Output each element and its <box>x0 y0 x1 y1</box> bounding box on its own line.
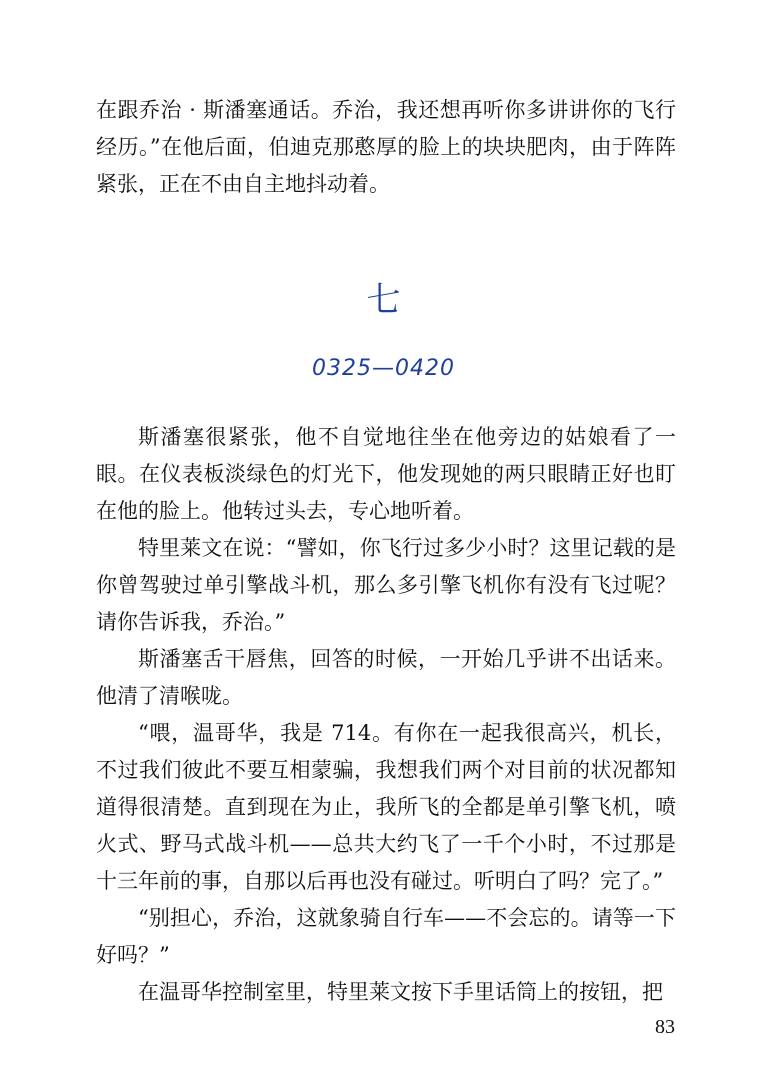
paragraph: 特里莱文在说：“譬如，你飞行过多少小时？这里记载的是你曾驾驶过单引擎战斗机，那么多引擎飞机你有没有飞过呢？请你告诉我，乔治。” <box>96 536 676 634</box>
top-paragraph: 在跟乔治 · 斯潘塞通话。乔治，我还想再听你多讲讲你的飞行经历。”在他后面，伯迪克那憨厚的脸上的块块肥肉，由于阵阵紧张，正在不由自主地抖动着。 <box>96 98 676 196</box>
paragraph: 斯潘塞很紧张，他不自觉地往坐在他旁边的姑娘看了一眼。在仪表板淡绿色的灯光下，他发现她的两只眼睛正好也盯在他的脸上。他转过头去，专心地听着。 <box>96 425 676 523</box>
page-number: 83 <box>655 1016 675 1038</box>
paragraph: 斯潘塞舌干唇焦，回答的时候，一开始几乎讲不出话来。他清了清喉咙。 <box>96 647 676 708</box>
paragraph: “喂，温哥华，我是 714。有你在一起我很高兴，机长，不过我们彼此不要互相蒙骗，我想我们两个对目前的状况都知道得很清楚。直到现在为止，我所飞的全都是单引擎飞机，喷火式、野马式战斗机——总共大约飞了一千个小时，不过那是十三年前的事，自那以后再也没有碰过。听明白了吗？完了。” <box>96 721 676 893</box>
paragraph: 在温哥华控制室里，特里莱文按下手里话筒上的按钮，把 <box>138 980 663 1004</box>
chapter-time-range: 0325—0420 <box>312 356 455 381</box>
top-text-block <box>96 92 676 203</box>
chapter-body <box>96 419 676 1011</box>
paragraph: “别担心，乔治，这就象骑自行车——不会忘的。请等一下好吗？” <box>96 906 676 967</box>
chapter-number: 七 <box>366 280 401 320</box>
